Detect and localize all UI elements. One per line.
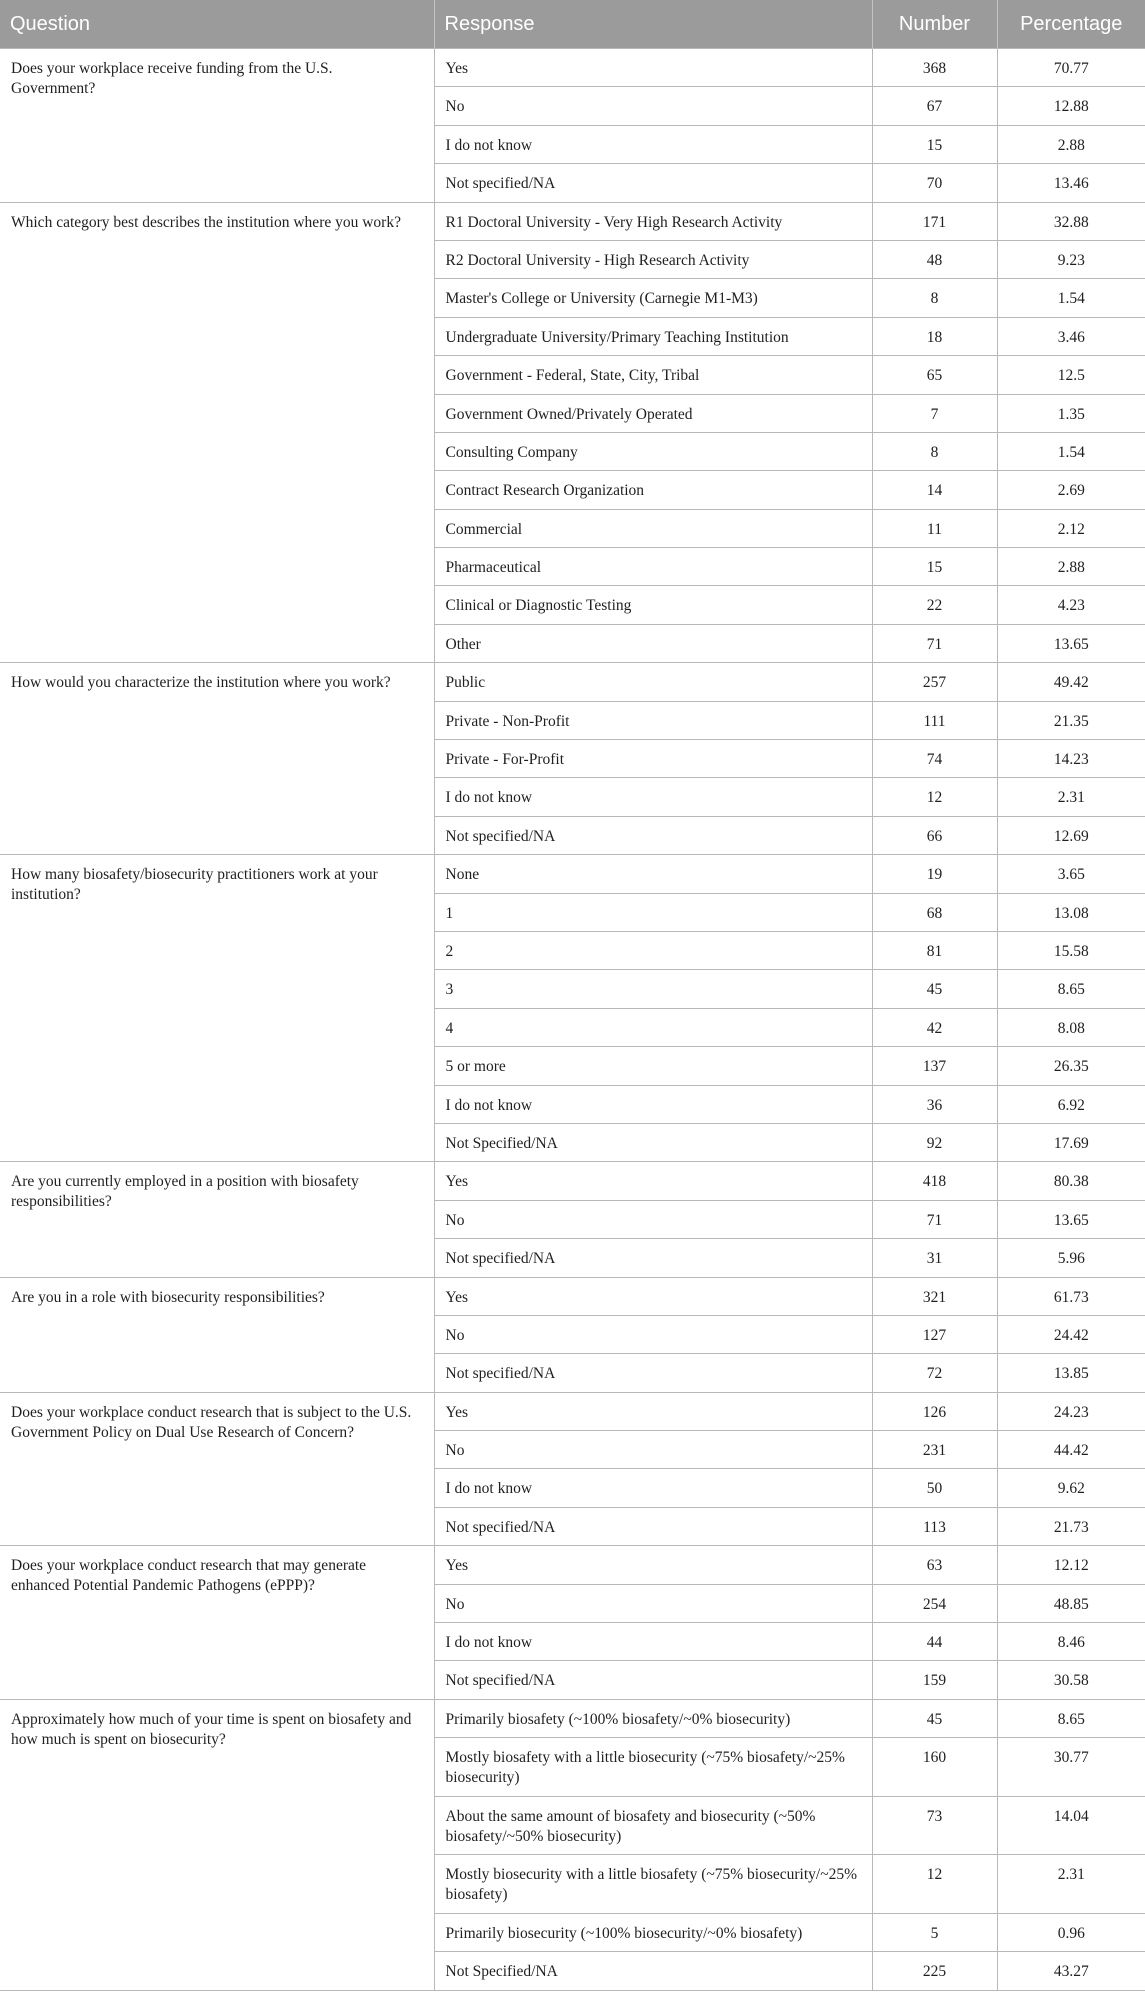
- response-cell: Not specified/NA: [434, 164, 872, 202]
- percentage-cell: 12.12: [997, 1546, 1145, 1584]
- header-row: [0, 0, 1145, 49]
- table-row: [0, 1699, 1145, 1737]
- number-cell: 70: [872, 164, 997, 202]
- percentage-cell: 61.73: [997, 1277, 1145, 1315]
- response-cell: I do not know: [434, 1085, 872, 1123]
- percentage-cell: 80.38: [997, 1162, 1145, 1200]
- percentage-cell: 14.23: [997, 740, 1145, 778]
- response-cell: Primarily biosecurity (~100% biosecurity/~0% biosafety): [434, 1913, 872, 1951]
- response-cell: 4: [434, 1008, 872, 1046]
- question-cell: How would you characterize the institution where you work?: [0, 663, 434, 855]
- question-cell: Are you currently employed in a position with biosafety responsibilities?: [0, 1162, 434, 1277]
- number-cell: 159: [872, 1661, 997, 1699]
- response-cell: Clinical or Diagnostic Testing: [434, 586, 872, 624]
- response-cell: Private - Non-Profit: [434, 701, 872, 739]
- number-cell: 12: [872, 1855, 997, 1914]
- response-cell: Pharmaceutical: [434, 548, 872, 586]
- percentage-cell: 12.69: [997, 816, 1145, 854]
- percentage-cell: 5.96: [997, 1239, 1145, 1277]
- response-cell: Other: [434, 624, 872, 662]
- response-cell: None: [434, 855, 872, 893]
- percentage-cell: 8.46: [997, 1623, 1145, 1661]
- number-cell: 72: [872, 1354, 997, 1392]
- response-cell: Not Specified/NA: [434, 1952, 872, 1990]
- header-question: Question: [0, 0, 434, 49]
- number-cell: 92: [872, 1123, 997, 1161]
- response-cell: Private - For-Profit: [434, 740, 872, 778]
- number-cell: 15: [872, 548, 997, 586]
- response-cell: Yes: [434, 1277, 872, 1315]
- response-cell: Master's College or University (Carnegie M1-M3): [434, 279, 872, 317]
- number-cell: 45: [872, 970, 997, 1008]
- question-cell: Are you in a role with biosecurity responsibilities?: [0, 1277, 434, 1392]
- number-cell: 44: [872, 1623, 997, 1661]
- question-cell: How many biosafety/biosecurity practitioners work at your institution?: [0, 855, 434, 1162]
- percentage-cell: 26.35: [997, 1047, 1145, 1085]
- percentage-cell: 13.65: [997, 1200, 1145, 1238]
- percentage-cell: 17.69: [997, 1123, 1145, 1161]
- number-cell: 22: [872, 586, 997, 624]
- percentage-cell: 15.58: [997, 931, 1145, 969]
- response-cell: Commercial: [434, 509, 872, 547]
- number-cell: 18: [872, 317, 997, 355]
- percentage-cell: 48.85: [997, 1584, 1145, 1622]
- response-cell: Undergraduate University/Primary Teaching Institution: [434, 317, 872, 355]
- table-header: [0, 0, 1145, 49]
- percentage-cell: 21.73: [997, 1507, 1145, 1545]
- percentage-cell: 0.96: [997, 1913, 1145, 1951]
- response-cell: Government - Federal, State, City, Tribal: [434, 356, 872, 394]
- percentage-cell: 49.42: [997, 663, 1145, 701]
- response-cell: Mostly biosafety with a little biosecurity (~75% biosafety/~25% biosecurity): [434, 1738, 872, 1797]
- percentage-cell: 2.31: [997, 1855, 1145, 1914]
- response-cell: No: [434, 87, 872, 125]
- percentage-cell: 13.65: [997, 624, 1145, 662]
- response-cell: Consulting Company: [434, 432, 872, 470]
- table-row: [0, 1392, 1145, 1430]
- number-cell: 66: [872, 816, 997, 854]
- response-cell: Yes: [434, 1392, 872, 1430]
- percentage-cell: 32.88: [997, 202, 1145, 240]
- response-cell: R1 Doctoral University - Very High Research Activity: [434, 202, 872, 240]
- percentage-cell: 13.85: [997, 1354, 1145, 1392]
- number-cell: 48: [872, 240, 997, 278]
- percentage-cell: 4.23: [997, 586, 1145, 624]
- number-cell: 63: [872, 1546, 997, 1584]
- percentage-cell: 9.62: [997, 1469, 1145, 1507]
- percentage-cell: 1.54: [997, 432, 1145, 470]
- number-cell: 12: [872, 778, 997, 816]
- percentage-cell: 30.77: [997, 1738, 1145, 1797]
- number-cell: 8: [872, 279, 997, 317]
- number-cell: 42: [872, 1008, 997, 1046]
- percentage-cell: 13.08: [997, 893, 1145, 931]
- table-row: [0, 663, 1145, 701]
- percentage-cell: 21.35: [997, 701, 1145, 739]
- percentage-cell: 1.54: [997, 279, 1145, 317]
- percentage-cell: 2.31: [997, 778, 1145, 816]
- percentage-cell: 12.5: [997, 356, 1145, 394]
- question-cell: Does your workplace conduct research that may generate enhanced Potential Pandemic Pathogens (ePPP)?: [0, 1546, 434, 1700]
- response-cell: Yes: [434, 49, 872, 87]
- number-cell: 8: [872, 432, 997, 470]
- response-cell: No: [434, 1431, 872, 1469]
- response-cell: I do not know: [434, 1469, 872, 1507]
- table-row: [0, 1546, 1145, 1584]
- response-cell: 1: [434, 893, 872, 931]
- response-cell: I do not know: [434, 125, 872, 163]
- number-cell: 111: [872, 701, 997, 739]
- response-cell: No: [434, 1584, 872, 1622]
- response-cell: I do not know: [434, 1623, 872, 1661]
- number-cell: 19: [872, 855, 997, 893]
- response-cell: R2 Doctoral University - High Research Activity: [434, 240, 872, 278]
- percentage-cell: 3.46: [997, 317, 1145, 355]
- header-number: Number: [872, 0, 997, 49]
- response-cell: Not specified/NA: [434, 816, 872, 854]
- percentage-cell: 24.42: [997, 1315, 1145, 1353]
- response-cell: 5 or more: [434, 1047, 872, 1085]
- percentage-cell: 44.42: [997, 1431, 1145, 1469]
- number-cell: 7: [872, 394, 997, 432]
- response-cell: No: [434, 1200, 872, 1238]
- percentage-cell: 8.65: [997, 970, 1145, 1008]
- response-cell: Not specified/NA: [434, 1507, 872, 1545]
- percentage-cell: 8.08: [997, 1008, 1145, 1046]
- number-cell: 71: [872, 624, 997, 662]
- number-cell: 67: [872, 87, 997, 125]
- response-cell: I do not know: [434, 778, 872, 816]
- response-cell: Yes: [434, 1162, 872, 1200]
- percentage-cell: 2.88: [997, 548, 1145, 586]
- table-row: [0, 855, 1145, 893]
- number-cell: 126: [872, 1392, 997, 1430]
- number-cell: 225: [872, 1952, 997, 1990]
- percentage-cell: 43.27: [997, 1952, 1145, 1990]
- response-cell: Not specified/NA: [434, 1354, 872, 1392]
- number-cell: 31: [872, 1239, 997, 1277]
- table-row: [0, 1277, 1145, 1315]
- table-row: [0, 202, 1145, 240]
- number-cell: 418: [872, 1162, 997, 1200]
- response-cell: About the same amount of biosafety and biosecurity (~50% biosafety/~50% biosecurity): [434, 1796, 872, 1855]
- response-cell: Primarily biosafety (~100% biosafety/~0% biosecurity): [434, 1699, 872, 1737]
- number-cell: 36: [872, 1085, 997, 1123]
- question-cell: Does your workplace conduct research that is subject to the U.S. Government Policy on Dual Use Research of Concern?: [0, 1392, 434, 1546]
- number-cell: 257: [872, 663, 997, 701]
- table-row: [0, 49, 1145, 87]
- number-cell: 73: [872, 1796, 997, 1855]
- response-cell: Contract Research Organization: [434, 471, 872, 509]
- question-cell: Approximately how much of your time is spent on biosafety and how much is spent on biosecurity?: [0, 1699, 434, 1990]
- number-cell: 127: [872, 1315, 997, 1353]
- number-cell: 113: [872, 1507, 997, 1545]
- number-cell: 81: [872, 931, 997, 969]
- header-response: Response: [434, 0, 872, 49]
- response-cell: Not Specified/NA: [434, 1123, 872, 1161]
- number-cell: 11: [872, 509, 997, 547]
- number-cell: 74: [872, 740, 997, 778]
- percentage-cell: 24.23: [997, 1392, 1145, 1430]
- number-cell: 65: [872, 356, 997, 394]
- question-cell: Which category best describes the institution where you work?: [0, 202, 434, 663]
- percentage-cell: 2.69: [997, 471, 1145, 509]
- response-cell: Yes: [434, 1546, 872, 1584]
- response-cell: Mostly biosecurity with a little biosafety (~75% biosecurity/~25% biosafety): [434, 1855, 872, 1914]
- percentage-cell: 70.77: [997, 49, 1145, 87]
- percentage-cell: 30.58: [997, 1661, 1145, 1699]
- number-cell: 160: [872, 1738, 997, 1797]
- number-cell: 321: [872, 1277, 997, 1315]
- response-cell: Public: [434, 663, 872, 701]
- number-cell: 71: [872, 1200, 997, 1238]
- number-cell: 231: [872, 1431, 997, 1469]
- percentage-cell: 8.65: [997, 1699, 1145, 1737]
- percentage-cell: 12.88: [997, 87, 1145, 125]
- percentage-cell: 2.12: [997, 509, 1145, 547]
- table-body: [0, 49, 1145, 1991]
- response-cell: Not specified/NA: [434, 1661, 872, 1699]
- response-cell: Not specified/NA: [434, 1239, 872, 1277]
- percentage-cell: 14.04: [997, 1796, 1145, 1855]
- number-cell: 5: [872, 1913, 997, 1951]
- percentage-cell: 2.88: [997, 125, 1145, 163]
- percentage-cell: 1.35: [997, 394, 1145, 432]
- percentage-cell: 3.65: [997, 855, 1145, 893]
- question-cell: Does your workplace receive funding from the U.S. Government?: [0, 49, 434, 203]
- number-cell: 368: [872, 49, 997, 87]
- number-cell: 137: [872, 1047, 997, 1085]
- response-cell: 3: [434, 970, 872, 1008]
- number-cell: 50: [872, 1469, 997, 1507]
- percentage-cell: 9.23: [997, 240, 1145, 278]
- number-cell: 68: [872, 893, 997, 931]
- number-cell: 171: [872, 202, 997, 240]
- number-cell: 14: [872, 471, 997, 509]
- number-cell: 15: [872, 125, 997, 163]
- response-cell: 2: [434, 931, 872, 969]
- table-row: [0, 1162, 1145, 1200]
- number-cell: 45: [872, 1699, 997, 1737]
- header-percentage: Percentage: [997, 0, 1145, 49]
- number-cell: 254: [872, 1584, 997, 1622]
- response-cell: Government Owned/Privately Operated: [434, 394, 872, 432]
- percentage-cell: 13.46: [997, 164, 1145, 202]
- percentage-cell: 6.92: [997, 1085, 1145, 1123]
- response-cell: No: [434, 1315, 872, 1353]
